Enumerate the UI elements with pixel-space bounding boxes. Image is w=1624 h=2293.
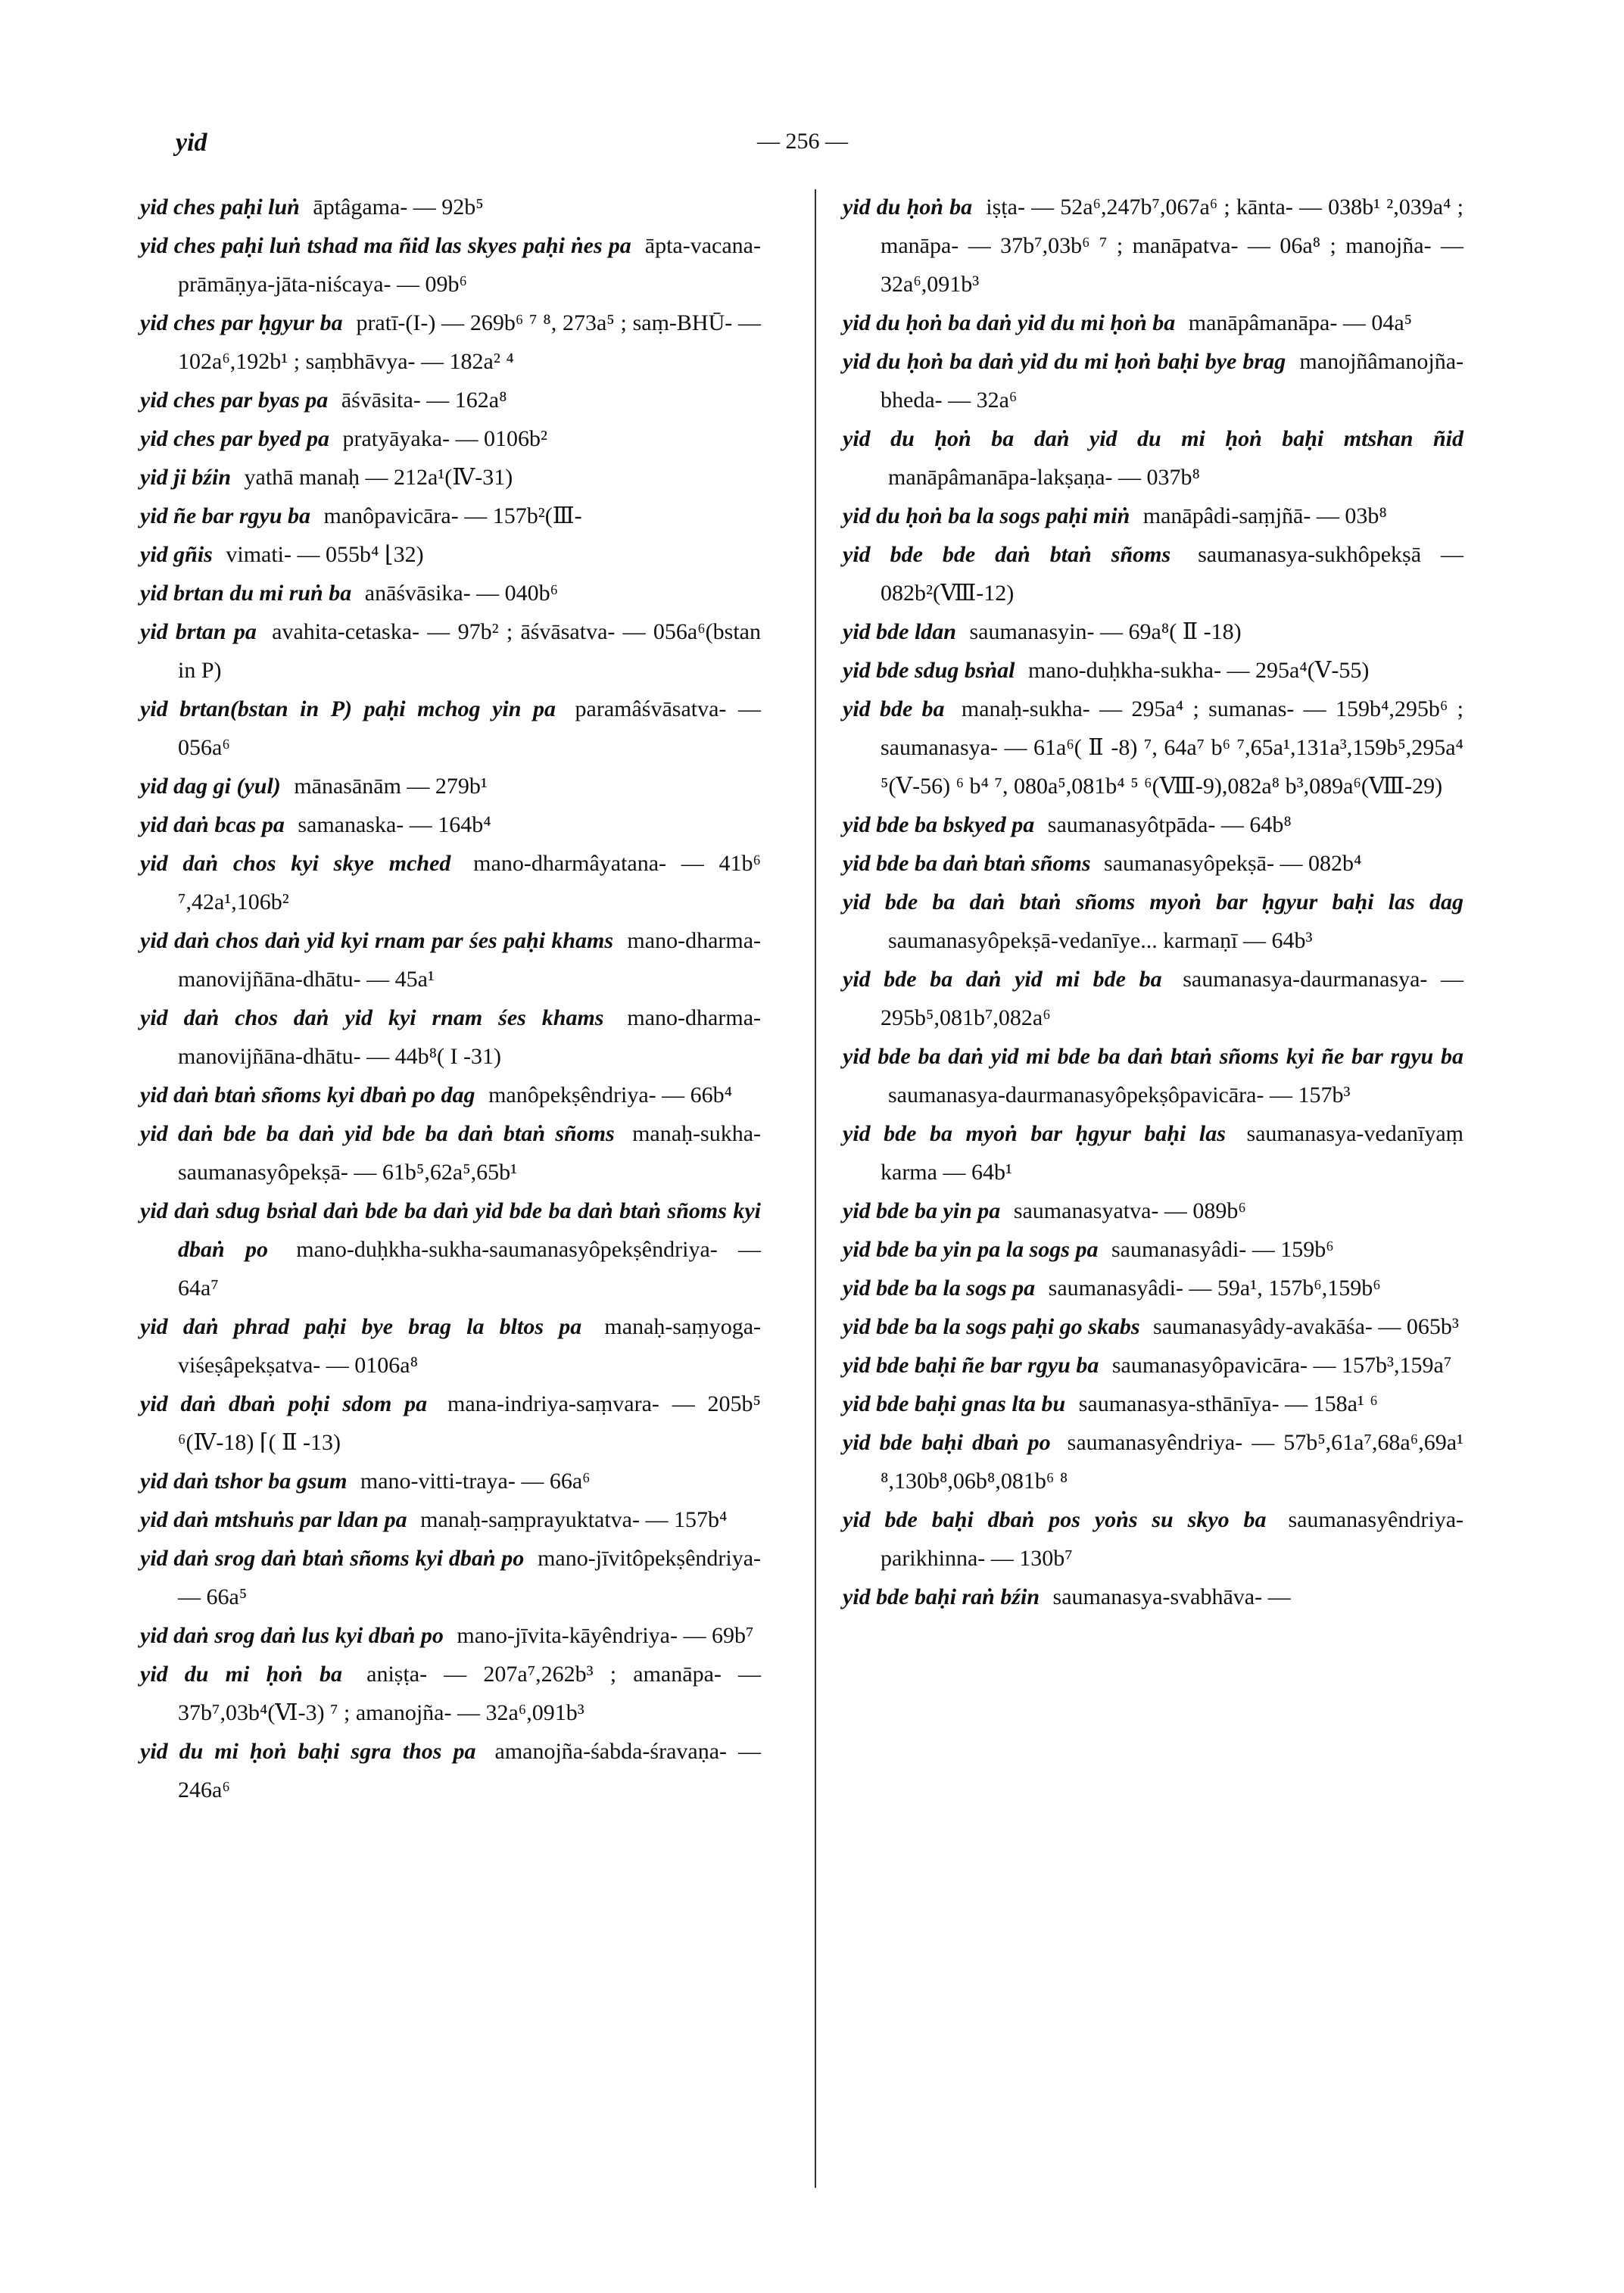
sanskrit-gloss: manôpavicāra- — 157b²(Ⅲ- xyxy=(323,503,582,528)
sanskrit-gloss: saumanasyatva- — 089b⁶ xyxy=(1013,1198,1246,1223)
sanskrit-gloss: saumanasya-svabhāva- — xyxy=(1052,1584,1291,1609)
dictionary-entry xyxy=(140,1655,761,1732)
dictionary-entry xyxy=(140,1385,761,1462)
sanskrit-gloss: mano-jīvitôpekṣêndriya- — 66a⁵ xyxy=(178,1546,762,1609)
sanskrit-gloss: mano-duḥkha-sukha-saumanasyôpekṣêndriya- — 64a⁷ xyxy=(178,1237,762,1301)
dictionary-entry xyxy=(140,1114,761,1192)
tibetan-headword: yid bde ba yin pa la sogs pa xyxy=(843,1237,1099,1262)
tibetan-headword: yid du ḥoṅ ba la sogs paḥi miṅ xyxy=(843,503,1130,528)
tibetan-headword: yid daṅ dbaṅ poḥi sdom pa xyxy=(140,1391,428,1416)
sanskrit-gloss: mano-dharmâyatana- — 41b⁶ ⁷,42a¹,106b² xyxy=(178,851,762,914)
tibetan-headword: yid bde ba yin pa xyxy=(843,1198,1001,1223)
sanskrit-gloss: saumanasya-daurmanasyôpekṣôpavicāra- — 157b³ xyxy=(888,1083,1351,1108)
tibetan-headword: yid ches par byed pa xyxy=(140,426,329,451)
sanskrit-gloss: avahita-cetaska- — 97b² ; āśvāsatva- — 056a⁶(bstan in P) xyxy=(178,619,761,683)
tibetan-headword: yid bde ba daṅ yid mi bde ba daṅ btaṅ sñoms kyi ñe bar rgyu ba xyxy=(843,1044,1463,1069)
dictionary-entry xyxy=(843,690,1463,805)
sanskrit-gloss: pratī-(I-) — 269b⁶ ⁷ ⁸, 273a⁵ ; saṃ-BHŪ- — 102a⁶,192b¹ ; saṃbhāvya- — 182a² ⁴ xyxy=(178,310,761,374)
tibetan-headword: yid bde ba bskyed pa xyxy=(843,812,1035,837)
dictionary-entry xyxy=(140,188,761,226)
right-column xyxy=(843,188,1463,1616)
sanskrit-gloss: mānasānām — 279b¹ xyxy=(294,774,488,799)
dictionary-entry xyxy=(140,419,761,458)
dictionary-entry xyxy=(843,844,1463,883)
tibetan-headword: yid du ḥoṅ ba daṅ yid du mi ḥoṅ baḥi mtshan ñid xyxy=(843,426,1463,451)
tibetan-headword: yid bde baḥi gnas lta bu xyxy=(843,1391,1066,1416)
tibetan-headword: yid daṅ chos daṅ yid kyi rnam śes khams xyxy=(140,1005,604,1030)
tibetan-headword: yid du mi ḥoṅ baḥi sgra thos pa xyxy=(140,1739,476,1764)
sanskrit-gloss: manaḥ-sukha- — 295a⁴ ; sumanas- — 159b⁴,295b⁶ ; saumanasya- — 61a⁶( Ⅱ -8) ⁷, 64a⁷ b⁶ ⁷,65a¹,131a³,159b⁵,295a⁴ ⁵(Ⅴ-56) ⁶ b⁴ ⁷, 080a⁵,081b⁴ ⁵ ⁶(Ⅷ-9),082a⁸ b³,089a⁶(Ⅷ-29) xyxy=(881,696,1464,799)
sanskrit-gloss: saumanasyôpavicāra- — 157b³,159a⁷ xyxy=(1111,1353,1452,1378)
dictionary-entry xyxy=(843,1307,1463,1346)
tibetan-headword: yid daṅ tshor ba gsum xyxy=(140,1469,348,1494)
sanskrit-gloss: āpta-vacana-prāmāṇya-jāta-niścaya- — 09b⁶ xyxy=(178,233,761,297)
dictionary-entry xyxy=(140,999,761,1076)
dictionary-entry xyxy=(843,1423,1463,1500)
sanskrit-gloss: mano-jīvita-kāyêndriya- — 69b⁷ xyxy=(457,1623,754,1648)
tibetan-headword: yid bde ba daṅ btaṅ sñoms xyxy=(843,851,1091,876)
sanskrit-gloss: manāpâmanāpa- — 04a⁵ xyxy=(1188,310,1413,335)
dictionary-entry xyxy=(140,535,761,574)
tibetan-headword: yid bde ba daṅ btaṅ sñoms myoṅ bar ḥgyur baḥi las dag xyxy=(843,889,1463,914)
sanskrit-gloss: samanaska- — 164b⁴ xyxy=(298,812,491,837)
tibetan-headword: yid ches par byas pa xyxy=(140,388,329,413)
tibetan-headword: yid bde baḥi ñe bar rgyu ba xyxy=(843,1353,1099,1378)
tibetan-headword: yid du mi ḥoṅ ba xyxy=(140,1662,342,1687)
tibetan-headword: yid brtan pa xyxy=(140,619,257,644)
tibetan-headword: yid gñis xyxy=(140,542,213,567)
dictionary-entry xyxy=(843,960,1463,1037)
sanskrit-gloss: manaḥ-saṃprayuktatva- — 157b⁴ xyxy=(420,1507,728,1532)
dictionary-entry xyxy=(843,1578,1463,1616)
tibetan-headword: yid bde baḥi dbaṅ po xyxy=(843,1430,1051,1455)
dictionary-entry xyxy=(140,1539,761,1616)
dictionary-entry xyxy=(843,612,1463,651)
dictionary-entry xyxy=(843,535,1463,612)
dictionary-entry xyxy=(140,1462,761,1500)
sanskrit-gloss: manāpâmanāpa-lakṣaṇa- — 037b⁸ xyxy=(888,465,1200,490)
tibetan-headword: yid daṅ mtshuṅs par ldan pa xyxy=(140,1507,407,1532)
tibetan-headword: yid bde baḥi dbaṅ pos yoṅs su skyo ba xyxy=(843,1507,1267,1532)
sanskrit-gloss: manôpekṣêndriya- — 66b⁴ xyxy=(488,1083,733,1108)
dictionary-entry xyxy=(140,497,761,535)
dictionary-entry xyxy=(843,1500,1463,1578)
sanskrit-gloss: yathā manaḥ — 212a¹(Ⅳ-31) xyxy=(244,465,513,490)
sanskrit-gloss: āśvāsita- — 162a⁸ xyxy=(341,388,507,413)
sanskrit-gloss: manāpâdi-saṃjñā- — 03b⁸ xyxy=(1142,503,1387,528)
sanskrit-gloss: saumanasyâdi- — 59a¹, 157b⁶,159b⁶ xyxy=(1048,1276,1381,1301)
tibetan-headword: yid daṅ chos kyi skye mched xyxy=(140,851,451,876)
tibetan-headword: yid daṅ chos daṅ yid kyi rnam par śes paḥi khams xyxy=(140,928,614,953)
sanskrit-gloss: saumanasya-sthānīya- — 158a¹ ⁶ xyxy=(1078,1391,1378,1416)
sanskrit-gloss: aniṣṭa- — 207a⁷,262b³ ; amanāpa- — 37b⁷,03b⁴(Ⅵ-3) ⁷ ; amanojña- — 32a⁶,091b³ xyxy=(178,1662,762,1725)
tibetan-headword: yid daṅ srog daṅ lus kyi dbaṅ po xyxy=(140,1623,444,1648)
dictionary-entry xyxy=(843,419,1463,497)
tibetan-headword: yid ches paḥi luṅ tshad ma ñid las skyes paḥi ṅes pa xyxy=(140,233,631,258)
tibetan-headword: yid du ḥoṅ ba daṅ yid du mi ḥoṅ baḥi bye brag xyxy=(843,349,1286,374)
sanskrit-gloss: manaḥ-saṃyoga-viśeṣâpekṣatva- — 0106a⁸ xyxy=(178,1314,762,1378)
sanskrit-gloss: saumanasyôpekṣā- — 082b⁴ xyxy=(1104,851,1362,876)
sanskrit-gloss: āptâgama- — 92b⁵ xyxy=(313,195,484,220)
dictionary-entry xyxy=(140,767,761,805)
sanskrit-gloss: saumanasya-daurmanasya- — 295b⁵,081b⁷,082a⁶ xyxy=(881,967,1464,1030)
tibetan-headword: yid daṅ btaṅ sñoms kyi dbaṅ po dag xyxy=(140,1083,475,1108)
sanskrit-gloss: saumanasyôtpāda- — 64b⁸ xyxy=(1047,812,1292,837)
tibetan-headword: yid daṅ bde ba daṅ yid bde ba daṅ btaṅ sñoms xyxy=(140,1121,615,1146)
dictionary-entry xyxy=(140,226,761,304)
running-head: yid xyxy=(176,129,207,157)
dictionary-entry xyxy=(843,1269,1463,1307)
dictionary-entry xyxy=(843,1230,1463,1269)
tibetan-headword: yid bde baḥi raṅ bźin xyxy=(843,1584,1040,1609)
sanskrit-gloss: vimati- — 055b⁴ ⌊32) xyxy=(226,542,424,567)
sanskrit-gloss: saumanasyêndriya-parikhinna- — 130b⁷ xyxy=(881,1507,1464,1571)
tibetan-headword: yid ji bźin xyxy=(140,465,232,490)
page-number: — 256 — xyxy=(757,129,848,154)
dictionary-entry xyxy=(140,1192,761,1307)
sanskrit-gloss: saumanasyâdi- — 159b⁶ xyxy=(1111,1237,1334,1262)
dictionary-entry xyxy=(140,574,761,612)
dictionary-entry xyxy=(843,883,1463,960)
dictionary-entry xyxy=(140,1076,761,1114)
dictionary-entry xyxy=(843,342,1463,419)
dictionary-entry xyxy=(843,1114,1463,1192)
tibetan-headword: yid bde ba la sogs paḥi go skabs xyxy=(843,1314,1140,1339)
tibetan-headword: yid du ḥoṅ ba xyxy=(843,195,973,220)
sanskrit-gloss: saumanasyin- — 69a⁸( Ⅱ -18) xyxy=(969,619,1242,644)
sanskrit-gloss: mano-duḥkha-sukha- — 295a⁴(Ⅴ-55) xyxy=(1028,658,1370,683)
sanskrit-gloss: saumanasyêndriya- — 57b⁵,61a⁷,68a⁶,69a¹ ⁸,130b⁸,06b⁸,081b⁶ ⁸ xyxy=(881,1430,1464,1494)
sanskrit-gloss: pratyāyaka- — 0106b² xyxy=(342,426,548,451)
sanskrit-gloss: saumanasyôpekṣā-vedanīye... karmaṇī — 64b³ xyxy=(888,928,1313,953)
sanskrit-gloss: iṣṭa- — 52a⁶,247b⁷,067a⁶ ; kānta- — 038b¹ ²,039a⁴ ; manāpa- — 37b⁷,03b⁶ ⁷ ; manāpatva- — 06a⁸ ; manojña- — 32a⁶,091b³ xyxy=(881,195,1463,297)
sanskrit-gloss: amanojña-śabda-śravaṇa- — 246a⁶ xyxy=(178,1739,762,1802)
sanskrit-gloss: mana-indriya-saṃvara- — 205b⁵ ⁶(Ⅳ-18) ⌈( Ⅱ -13) xyxy=(178,1391,761,1455)
tibetan-headword: yid bde sdug bsṅal xyxy=(843,658,1015,683)
dictionary-entry xyxy=(140,612,761,690)
sanskrit-gloss: manojñâmanojña-bheda- — 32a⁶ xyxy=(881,349,1464,413)
dictionary-entry xyxy=(140,844,761,921)
column-divider xyxy=(815,189,816,2188)
dictionary-entry xyxy=(843,1385,1463,1423)
tibetan-headword: yid bde ba daṅ yid mi bde ba xyxy=(843,967,1162,992)
sanskrit-gloss: mano-vitti-traya- — 66a⁶ xyxy=(360,1469,591,1494)
dictionary-entry xyxy=(843,497,1463,535)
tibetan-headword: yid ches par ḥgyur ba xyxy=(140,310,343,335)
sanskrit-gloss: saumanasyâdy-avakāśa- — 065b³ xyxy=(1153,1314,1459,1339)
tibetan-headword: yid daṅ bcas pa xyxy=(140,812,285,837)
dictionary-entry xyxy=(843,1037,1463,1114)
tibetan-headword: yid daṅ phrad paḥi bye brag la bltos pa xyxy=(140,1314,582,1339)
dictionary-entry xyxy=(843,304,1463,342)
sanskrit-gloss: manaḥ-sukha-saumanasyôpekṣā- — 61b⁵,62a⁵,65b¹ xyxy=(178,1121,762,1185)
dictionary-entry xyxy=(843,1346,1463,1385)
dictionary-entry xyxy=(140,805,761,844)
tibetan-headword: yid bde ba la sogs pa xyxy=(843,1276,1036,1301)
dictionary-entry xyxy=(140,381,761,419)
dictionary-entry xyxy=(843,805,1463,844)
sanskrit-gloss: saumanasya-vedanīyaṃ karma — 64b¹ xyxy=(881,1121,1463,1185)
tibetan-headword: yid bde bde daṅ btaṅ sñoms xyxy=(843,542,1171,567)
tibetan-headword: yid brtan du mi ruṅ ba xyxy=(140,581,352,606)
sanskrit-gloss: saumanasya-sukhôpekṣā — 082b²(Ⅷ-12) xyxy=(881,542,1464,606)
tibetan-headword: yid dag gi (yul) xyxy=(140,774,281,799)
tibetan-headword: yid daṅ sdug bsṅal daṅ bde ba daṅ yid bde ba daṅ btaṅ sñoms kyi dbaṅ po xyxy=(140,1198,761,1262)
tibetan-headword: yid du ḥoṅ ba daṅ yid du mi ḥoṅ ba xyxy=(843,310,1176,335)
left-column xyxy=(140,188,761,1809)
dictionary-entry xyxy=(140,690,761,767)
dictionary-entry xyxy=(140,921,761,999)
sanskrit-gloss: mano-dharma-manovijñāna-dhātu- — 44b⁸( I -31) xyxy=(178,1005,761,1069)
dictionary-entry xyxy=(140,458,761,497)
sanskrit-gloss: anāśvāsika- — 040b⁶ xyxy=(364,581,559,606)
dictionary-entry xyxy=(843,188,1463,304)
tibetan-headword: yid bde ba xyxy=(843,696,945,721)
sanskrit-gloss: mano-dharma-manovijñāna-dhātu- — 45a¹ xyxy=(178,928,762,992)
tibetan-headword: yid ñe bar rgyu ba xyxy=(140,503,310,528)
dictionary-entry xyxy=(140,1732,761,1809)
tibetan-headword: yid daṅ srog daṅ btaṅ sñoms kyi dbaṅ po xyxy=(140,1546,525,1571)
dictionary-entry xyxy=(140,304,761,381)
dictionary-entry xyxy=(843,1192,1463,1230)
tibetan-headword: yid ches paḥi luṅ xyxy=(140,195,300,220)
tibetan-headword: yid bde ldan xyxy=(843,619,956,644)
dictionary-entry xyxy=(140,1307,761,1385)
dictionary-entry xyxy=(843,651,1463,690)
dictionary-entry xyxy=(140,1616,761,1655)
tibetan-headword: yid bde ba myoṅ bar ḥgyur baḥi las xyxy=(843,1121,1226,1146)
tibetan-headword: yid brtan(bstan in P) paḥi mchog yin pa xyxy=(140,696,556,721)
sanskrit-gloss: paramâśvāsatva- — 056a⁶ xyxy=(178,696,761,760)
dictionary-entry xyxy=(140,1500,761,1539)
